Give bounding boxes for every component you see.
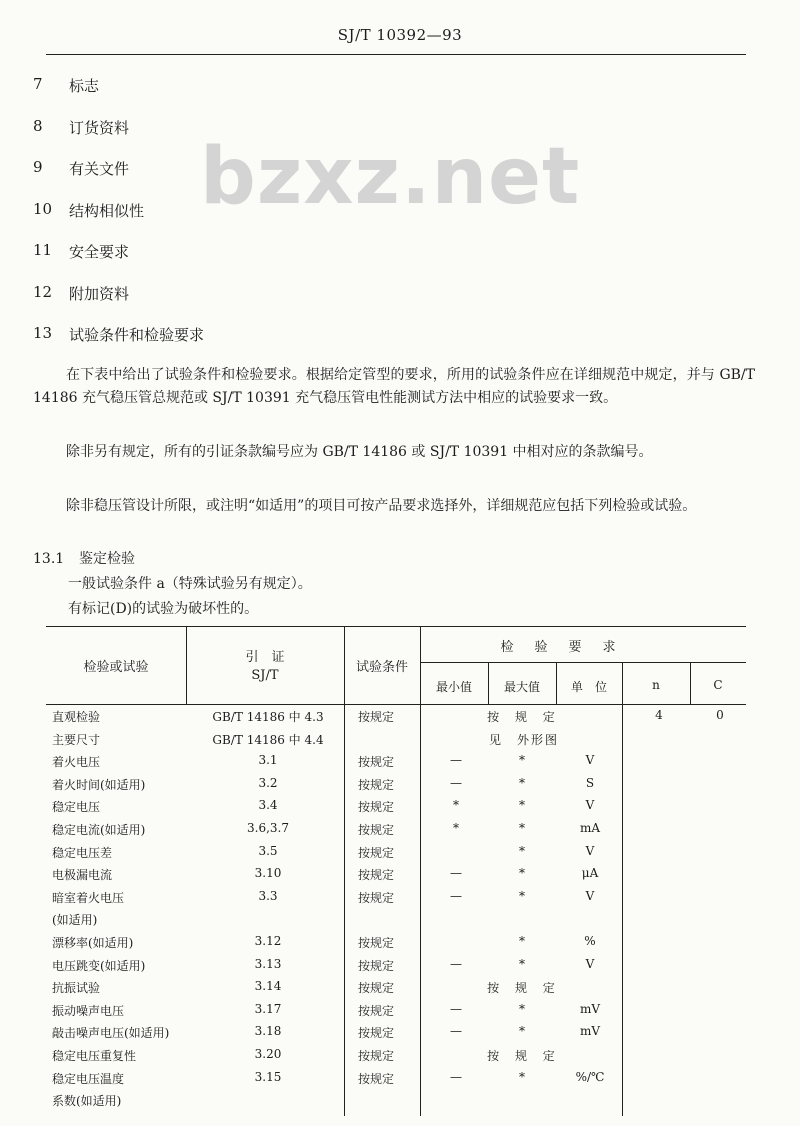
row-reference: 3.14	[254, 979, 282, 994]
row-test-name: 稳定电流(如适用)	[52, 823, 146, 837]
row-test-name: 主要尺寸	[52, 732, 101, 747]
header-requirements: 检 验 要 求	[500, 640, 620, 655]
row-unit: mA	[579, 821, 601, 835]
section-number: 12	[33, 282, 53, 301]
section-title: 结构相似性	[69, 201, 145, 220]
row-condition: 按规定	[358, 1049, 395, 1063]
row-unit: %	[584, 934, 596, 948]
row-reference: 3.18	[254, 1024, 282, 1039]
watermark: bzxz.net	[200, 132, 581, 222]
row-min-value: —	[450, 775, 462, 790]
row-condition: 按规定	[358, 1003, 395, 1018]
section-title: 有关文件	[69, 160, 130, 178]
row-max-value: *	[519, 956, 525, 971]
row-condition: 按规定	[358, 1071, 395, 1086]
row-test-name: 稳定电压	[52, 800, 101, 815]
row-max-value: *	[519, 775, 525, 790]
row-min-value: —	[450, 1069, 462, 1084]
row-condition: 按规定	[358, 890, 395, 905]
header-condition: 试验条件	[355, 660, 408, 675]
section-number: 7	[33, 75, 43, 93]
row-test-name: 漂移率(如适用)	[52, 936, 134, 950]
section-title: 标志	[69, 77, 100, 95]
row-test-name: 振动噪声电压	[52, 1003, 125, 1018]
row-min-value: —	[450, 1001, 462, 1016]
section-heading	[33, 200, 204, 242]
header-rule	[46, 54, 746, 55]
row-reference: 3.15	[254, 1069, 282, 1084]
section-number: 13	[33, 324, 53, 342]
row-reference: 3.5	[258, 843, 278, 858]
section-heading	[33, 324, 204, 366]
row-max-value: *	[519, 934, 525, 948]
standard-code-header: SJ/T 10392—93	[337, 26, 463, 44]
row-test-name: 敲击噪声电压(如适用)	[52, 1026, 170, 1041]
row-max-value: *	[519, 888, 525, 903]
row-condition: 按规定	[358, 936, 395, 950]
row-condition: 按规定	[358, 710, 395, 724]
header-n: n	[652, 678, 660, 692]
row-test-name: 着火时间(如适用)	[52, 777, 146, 792]
section-heading	[33, 241, 204, 283]
header-unit: 单 位	[570, 680, 607, 694]
col-divider	[420, 626, 421, 1116]
row-reference: 3.2	[258, 775, 278, 790]
row-reference: 3.10	[254, 866, 282, 881]
row-condition: 按规定	[358, 868, 395, 883]
col-divider	[186, 626, 187, 704]
row-condition: 按规定	[358, 981, 395, 996]
row-max-value: *	[519, 866, 525, 881]
row-max-value: *	[519, 821, 525, 835]
row-unit: S	[585, 775, 595, 790]
row-condition: 按规定	[358, 958, 395, 973]
destructive-note-line: 有标记(D)的试验为破坏性的。	[68, 601, 259, 617]
row-min-value: —	[450, 888, 462, 903]
general-conditions-line: 一般试验条件 a（特殊试验另有规定）。	[68, 576, 312, 592]
section-heading	[33, 283, 204, 325]
req-subheader-rule	[420, 662, 746, 663]
row-unit: V	[585, 753, 595, 768]
header-c: C	[713, 678, 723, 692]
section-heading	[33, 158, 204, 200]
section-title: 订货资料	[69, 118, 130, 137]
row-test-name: 着火电压	[52, 755, 101, 770]
row-test-name: (如适用)	[52, 913, 98, 928]
row-reference: GB/T 14186 中 4.3	[212, 710, 324, 724]
row-max-value: *	[519, 1001, 525, 1016]
paragraph-conditions: 在下表中给出了试验条件和检验要求。根据给定管型的要求，所用的试验条件应在详细规范中规定，并与 GB/T 14186 充气稳压管总规范或 SJ/T 10391 充气稳压管电性能测试方法中相应的试验要求一致。	[33, 367, 755, 406]
row-c: 0	[716, 708, 724, 722]
section-number: 11	[33, 241, 53, 259]
subsection-13-1	[33, 548, 135, 568]
section-number: 8	[33, 116, 43, 135]
section-heading	[33, 75, 204, 117]
row-unit: mV	[579, 1024, 601, 1039]
row-min-value: —	[450, 753, 462, 768]
subsection-number: 13.1	[33, 551, 65, 567]
row-test-name: 直观检验	[52, 710, 101, 724]
header-max: 最大值	[503, 680, 540, 694]
section-title: 试验条件和检验要求	[69, 326, 205, 344]
row-reference: 3.4	[258, 798, 278, 813]
subsection-title: 鉴定检验	[79, 551, 135, 567]
row-merged-requirement: 按 规 定	[487, 1049, 561, 1063]
col-divider	[622, 662, 623, 1116]
table-top-rule	[46, 626, 746, 627]
row-condition: 按规定	[358, 823, 395, 837]
paragraph-test-scope: 除非稳压管设计所限，或注明“如适用”的项目可按产品要求选择外，详细规范应包括下列检验或试验。	[66, 498, 697, 514]
row-min-value: *	[453, 798, 459, 813]
row-unit: μA	[581, 866, 599, 881]
row-test-name: 稳定电压重复性	[52, 1049, 137, 1063]
paragraph-clause-numbers: 除非另有规定，所有的引证条款编号应为 GB/T 14186 或 SJ/T 10391 中相对应的条款编号。	[66, 444, 653, 460]
row-reference: 3.17	[254, 1001, 282, 1016]
row-unit: V	[585, 798, 595, 813]
row-min-value: —	[450, 1024, 462, 1039]
section-list	[33, 75, 204, 366]
row-reference: 3.3	[258, 888, 278, 903]
row-max-value: *	[519, 843, 525, 858]
section-title: 安全要求	[69, 243, 130, 261]
header-bottom-rule	[46, 704, 746, 705]
row-reference: 3.6,3.7	[247, 821, 289, 835]
section-number: 9	[33, 158, 43, 176]
row-merged-requirement: 按 规 定	[487, 710, 561, 724]
row-condition: 按规定	[358, 777, 395, 792]
section-heading	[33, 117, 204, 159]
row-min-value: *	[453, 821, 459, 835]
row-max-value: *	[519, 753, 525, 768]
header-ref-bottom: SJ/T	[251, 668, 279, 683]
row-min-value: —	[450, 866, 462, 881]
row-condition: 按规定	[358, 755, 395, 770]
row-max-value: *	[519, 1024, 525, 1039]
row-test-name: 电极漏电流	[52, 868, 113, 883]
row-test-name: 系数(如适用)	[52, 1094, 122, 1109]
row-unit: V	[585, 956, 595, 971]
row-max-value: *	[519, 1069, 525, 1084]
row-max-value: *	[519, 798, 525, 813]
section-title: 附加资料	[69, 284, 130, 303]
row-condition: 按规定	[358, 1026, 395, 1041]
row-reference: GB/T 14186 中 4.4	[212, 732, 324, 747]
row-reference: 3.1	[258, 753, 278, 768]
row-merged-requirement: 见 外形图	[488, 732, 559, 747]
header-ref-top: 引 证	[245, 650, 285, 665]
row-condition: 按规定	[358, 800, 395, 815]
row-reference: 3.13	[254, 956, 282, 971]
row-unit: mV	[579, 1001, 601, 1016]
row-unit: V	[585, 843, 595, 858]
row-condition: 按规定	[358, 845, 395, 860]
row-test-name: 电压跳变(如适用)	[52, 958, 146, 973]
header-test: 检验或试验	[83, 660, 149, 675]
row-n: 4	[655, 708, 663, 722]
row-test-name: 抗振试验	[52, 981, 101, 996]
row-test-name: 稳定电压温度	[52, 1071, 125, 1086]
row-test-name: 暗室着火电压	[52, 890, 125, 905]
inspection-table	[46, 626, 746, 1116]
col-divider	[344, 626, 345, 1116]
header-min: 最小值	[435, 680, 472, 694]
row-reference: 3.20	[254, 1047, 282, 1061]
row-unit: V	[585, 888, 595, 903]
row-test-name: 稳定电压差	[52, 845, 113, 860]
section-number: 10	[33, 199, 53, 218]
row-merged-requirement: 按 规 定	[487, 981, 561, 996]
row-unit: %/℃	[575, 1069, 605, 1084]
row-min-value: —	[450, 956, 462, 971]
row-reference: 3.12	[254, 934, 282, 948]
